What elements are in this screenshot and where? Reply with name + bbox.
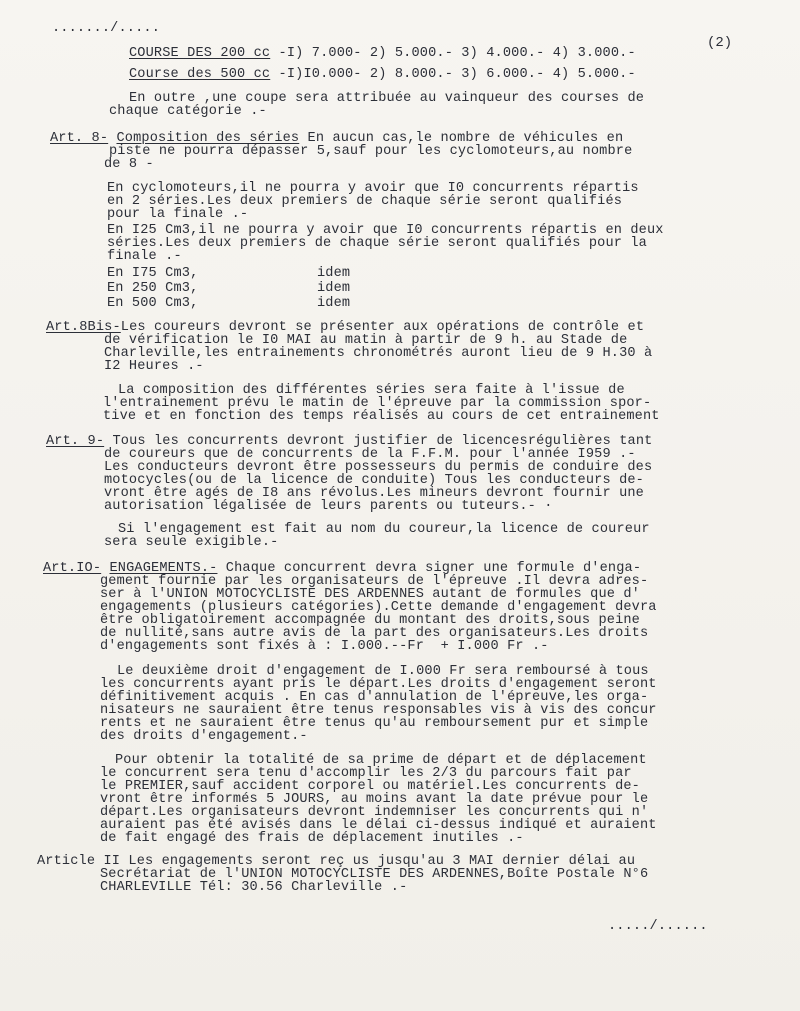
art8-line-7: En I25 Cm3,il ne pourra y avoir que I0 concurrents répartis en deux xyxy=(107,223,664,238)
art10-label: Art.IO- xyxy=(43,561,102,576)
art8-line-6: pour la finale .- xyxy=(107,207,249,222)
art10-line-18: départ.Les organisateurs devront indemniser les concurrents qui n' xyxy=(100,805,649,820)
course-500-values: -I)I0.000- 2) 8.000.- 3) 6.000.- 4) 5.000.- xyxy=(270,67,636,82)
art8-row-500-cat: En 500 Cm3, xyxy=(107,296,199,311)
art8-row-250-cat: En 250 Cm3, xyxy=(107,281,199,296)
art10-line-20: de fait engagé des frais de déplacement inutiles .- xyxy=(100,831,524,846)
cup-line-2: chaque catégorie .- xyxy=(109,104,267,119)
art8bis-label: Art.8Bis- xyxy=(46,320,121,335)
art11-text-1: Les engagements seront reç us jusqu'au 3 MAI dernier délai au xyxy=(120,854,636,869)
art10-line-13: des droits d'engagement.- xyxy=(100,729,308,744)
art8-line-4: En cyclomoteurs,il ne pourra y avoir que I0 concurrents répartis xyxy=(107,181,639,196)
art8bis-line-6: l'entrainement prévu le matin de l'épreuve par la commission spor- xyxy=(103,396,652,411)
art10-line-5: être obligatoirement accompagnée du montant des droits,sous peine xyxy=(100,613,640,628)
art11-line-2: Secrétariat de l'UNION MOTOCYCLISTE DES ARDENNES,Boîte Postale N°6 xyxy=(100,867,649,882)
art11-label: Article II xyxy=(37,854,121,869)
prize-line-500cc xyxy=(129,68,636,82)
art10-line-7: d'engagements sont fixés à : I.000.--Fr + I.000 Fr .- xyxy=(100,639,549,654)
art8-line-9: finale .- xyxy=(107,249,182,264)
art10-line-15: le concurrent sera tenu d'accomplir les 2/3 du parcours fait par xyxy=(100,766,632,781)
art10-line-3: ser à l'UNION MOTOCYCLISTE DES ARDENNES autant de formules que d' xyxy=(100,587,640,602)
art8-line-2: piste ne pourra dépasser 5,sauf pour les cyclomoteurs,au nombre xyxy=(109,144,633,159)
art9-line-2: de coureurs que de concurrents de la F.F.M. pour l'année I959 .- xyxy=(104,447,636,462)
art10-line-10: définitivement acquis . En cas d'annulation de l'épreuve,les orga- xyxy=(100,690,649,705)
art8-label: Art. 8- xyxy=(50,131,109,146)
art10-line-2: gement fournie par les organisateurs de l'épreuve .Il devra adres- xyxy=(100,574,649,589)
art11-line-3: CHARLEVILLE Tél: 30.56 Charleville .- xyxy=(100,880,408,895)
course-200-values: -I) 7.000- 2) 5.000.- 3) 4.000.- 4) 3.000.- xyxy=(270,46,636,61)
art8bis-line-3: Charleville,les entrainements chronométrés auront lieu de 9 H.30 à xyxy=(104,346,653,361)
art8-line-5: en 2 séries.Les deux premiers de chaque série seront qualifiés xyxy=(107,194,623,209)
art8-row-175 xyxy=(107,266,351,281)
art10-line-17: vront être informés 5 JOURS, au moins avant la date prévue pour le xyxy=(100,792,649,807)
art10-heading: ENGAGEMENTS.- xyxy=(109,561,218,576)
art10-text-1: Chaque concurrent devra signer une formule d'enga- xyxy=(217,561,642,576)
art10-line-16: le PREMIER,sauf accident corporel ou matériel.Les concurrents de- xyxy=(100,779,640,794)
top-continuation-marker: ......./..... xyxy=(52,21,160,36)
art8-line-8: séries.Les deux premiers de chaque série seront qualifiés pour la xyxy=(107,236,647,251)
art9-line-8: sera seule exigible.- xyxy=(104,535,279,550)
course-200-label: COURSE DES 200 cc xyxy=(129,46,271,61)
art8bis-line-7: tive et en fonction des temps réalisés au cours de cet entrainement xyxy=(103,409,660,424)
course-500-label: Course des 500 cc xyxy=(129,67,271,82)
art9-line-4: motocycles(ou de la licence de conduite) Tous les conducteurs de- xyxy=(104,473,644,488)
art8bis-line-2: de vérification le I0 MAI au matin à partir de 9 h. au Stade de xyxy=(104,333,628,348)
art9-line-6: autorisation légalisée de leurs parents ou tuteurs.- · xyxy=(104,499,553,514)
art8bis-line-4: I2 Heures .- xyxy=(104,359,204,374)
art8bis-text-1: Les coureurs devront se présenter aux opérations de contrôle et xyxy=(120,320,645,335)
art9-line-3: Les conducteurs devront être possesseurs du permis de conduire des xyxy=(104,460,653,475)
art10-line-19: auraient pas été avisés dans le délai ci-dessus indiqué et auraient xyxy=(100,818,657,833)
art8-row-250 xyxy=(107,281,351,296)
art8-row-500-val: idem xyxy=(317,296,351,311)
art8-heading: Composition des séries xyxy=(116,131,300,146)
art10-line-12: rents et ne sauraient être tenus qu'au remboursement pur et simple xyxy=(100,716,649,731)
art9-line-7: Si l'engagement est fait au nom du coureur,la licence de coureur xyxy=(118,522,650,537)
art10-line-14: Pour obtenir la totalité de sa prime de départ et de déplacement xyxy=(115,753,647,768)
art9-text-1: Tous les concurrents devront justifier de licencesrégulières tant xyxy=(104,434,653,449)
art10-line-8: Le deuxième droit d'engagement de I.000 Fr sera remboursé à tous xyxy=(117,664,649,679)
art9-line-5: vront être agés de I8 ans révolus.Les mineurs devront fournir une xyxy=(104,486,644,501)
cup-line-1: En outre ,une coupe sera attribuée au vainqueur des courses de xyxy=(129,91,645,106)
bottom-continuation-marker: ...../...... xyxy=(608,919,708,934)
prize-line-200cc xyxy=(129,47,636,61)
art8bis-line-5: La composition des différentes séries sera faite à l'issue de xyxy=(118,383,625,398)
art8-row-250-val: idem xyxy=(317,281,351,296)
art9-label: Art. 9- xyxy=(46,434,105,449)
art8-text-1: En aucun cas,le nombre de véhicules en xyxy=(299,131,624,146)
art8-row-175-cat: En I75 Cm3, xyxy=(107,266,199,281)
art10-line-6: de nullité,sans autre avis de la part des organisateurs.Les droits xyxy=(100,626,649,641)
art8-row-175-val: idem xyxy=(317,266,351,281)
art8-line-3: de 8 - xyxy=(104,157,154,172)
page-number: (2) xyxy=(707,35,733,51)
art10-line-4: engagements (plusieurs catégories).Cette demande d'engagement devra xyxy=(100,600,657,615)
art8-row-500 xyxy=(107,296,351,311)
art10-line-11: nisateurs ne sauraient être tenus responsables vis à vis des concur xyxy=(100,703,657,718)
art10-line-9: les concurrents ayant pris le départ.Les droits d'engagement seront xyxy=(100,677,657,692)
